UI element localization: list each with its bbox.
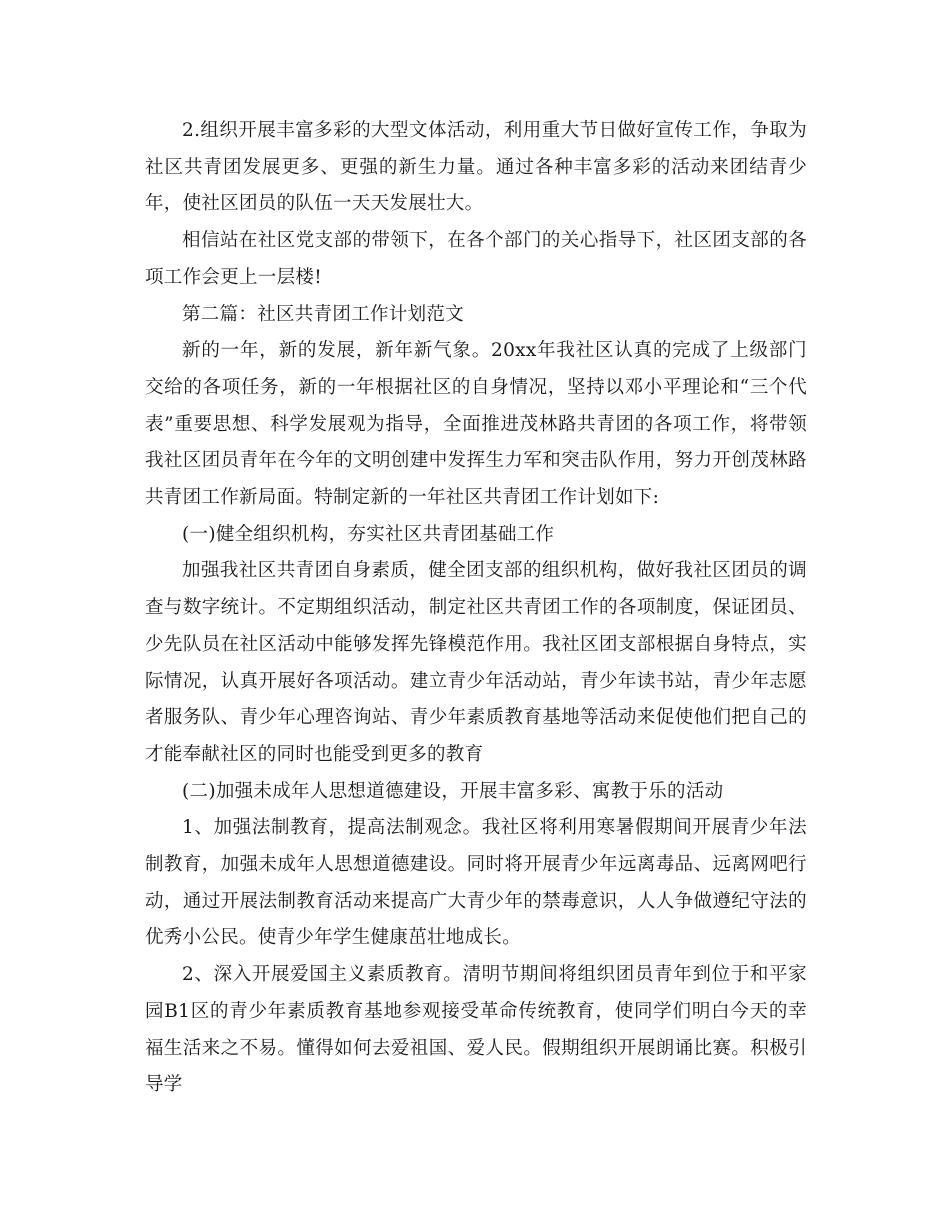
paragraph-new-year-intro: 新的一年，新的发展，新年新气象。20xx年我社区认真的完成了上级部门交给的各项任务，新的一年根据社区的自身情况，坚持以邓小平理论和“三个代表”重要思想、科学发展观为指导，全面推进茂林路共青团的各项工作，将带领我社区团员青年在今年的文明创建中发挥生力军和突击队作用，努力开创茂林路共青团工作新局面。特制定新的一年社区共青团工作计划如下: xyxy=(145,340,807,509)
document-page xyxy=(145,113,807,1104)
heading-item-one: (一)健全组织机构，夯实社区共青团基础工作 xyxy=(182,523,555,545)
heading-item-two: (二)加强未成年人思想道德建设，开展丰富多彩、寓教于乐的活动 xyxy=(182,780,724,802)
paragraph-organize-activities: 2.组织开展丰富多彩的大型文体活动，利用重大节日做好宣传工作，争取为社区共青团发展更多、更强的新生力量。通过各种丰富多彩的活动来团结青少年，使社区团员的队伍一天天发展壮大。 xyxy=(145,120,807,215)
paragraph-belief: 相信站在社区党支部的带领下，在各个部门的关心指导下，社区团支部的各项工作会更上一层楼! xyxy=(145,230,807,288)
section-title-part-two: 第二篇：社区共青团工作计划范文 xyxy=(182,303,465,325)
paragraph-patriotic-education: 2、深入开展爱国主义素质教育。清明节期间将组织团员青年到位于和平家园B1区的青少年素质教育基地参观接受革命传统教育，使同学们明白今天的幸福生活来之不易。懂得如何去爱祖国、爱人民。假期组织开展朗诵比赛。积极引导学 xyxy=(145,964,807,1096)
paragraph-legal-education: 1、加强法制教育，提高法制观念。我社区将利用寒暑假期间开展青少年法制教育，加强未成年人思想道德建设。同时将开展青少年远离毒品、远离网吧行动，通过开展法制教育活动来提高广大青少年的禁毒意识，人人争做遵纪守法的优秀小公民。使青少年学生健康茁壮地成长。 xyxy=(145,817,807,949)
paragraph-strengthen-quality: 加强我社区共青团自身素质，健全团支部的组织机构，做好我社区团员的调查与数字统计。不定期组织活动，制定社区共青团工作的各项制度，保证团员、少先队员在社区活动中能够发挥先锋模范作用。我社区团支部根据自身特点，实际情况，认真开展好各项活动。建立青少年活动站，青少年读书站，青少年志愿者服务队、青少年心理咨询站、青少年素质教育基地等活动来促使他们把自己的才能奉献社区的同时也能受到更多的教育 xyxy=(145,560,807,765)
